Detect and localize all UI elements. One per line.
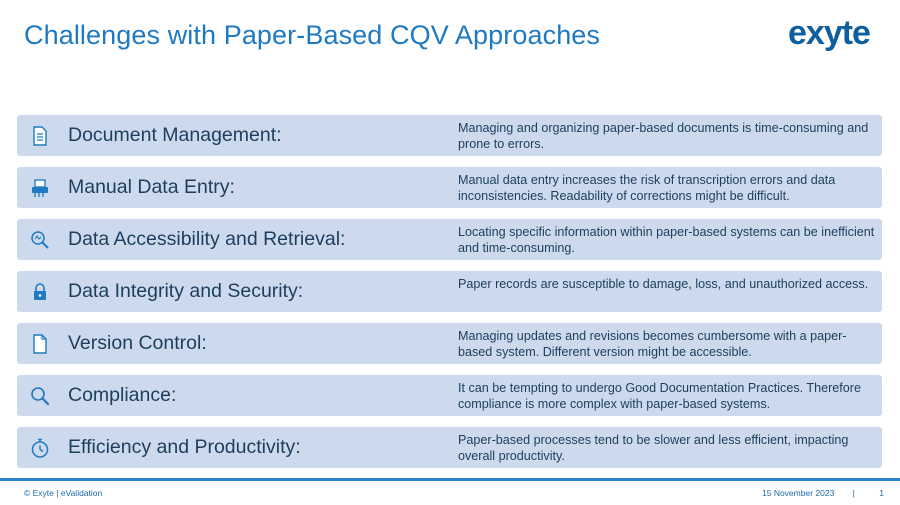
challenge-label: Data Integrity and Security: xyxy=(68,280,304,302)
file-icon xyxy=(29,333,51,355)
challenge-description: Paper records are susceptible to damage, loss, and unauthorized access. xyxy=(458,277,869,291)
challenge-label: Version Control: xyxy=(68,332,207,354)
challenge-row-document-management xyxy=(17,115,882,156)
challenge-description: Managing updates and revisions becomes cumbersome with a paper-based system. Different version might be accessible. xyxy=(458,329,847,359)
challenge-label: Manual Data Entry: xyxy=(68,176,235,198)
challenge-description: Managing and organizing paper-based documents is time-consuming and prone to errors. xyxy=(458,121,869,151)
footer-copyright: © Exyte | eValidation xyxy=(24,488,103,498)
challenge-row-efficiency xyxy=(17,427,882,468)
challenge-row-data-accessibility xyxy=(17,219,882,260)
challenge-row-data-integrity xyxy=(17,271,882,312)
challenge-row-compliance xyxy=(17,375,882,416)
challenge-row-manual-data-entry xyxy=(17,167,882,208)
challenge-description: It can be tempting to undergo Good Documentation Practices. Therefore compliance is more complex with paper-based systems. xyxy=(458,381,861,411)
challenge-label: Document Management: xyxy=(68,124,282,146)
page-number: 1 xyxy=(879,488,884,498)
challenge-label: Data Accessibility and Retrieval: xyxy=(68,228,346,250)
challenge-label: Compliance: xyxy=(68,384,177,406)
challenge-description: Paper-based processes tend to be slower and less efficient, impacting overall productivity. xyxy=(458,433,849,463)
exyte-logo: exyte xyxy=(788,14,870,52)
challenge-label: Efficiency and Productivity: xyxy=(68,436,301,458)
footer-meta xyxy=(762,488,884,498)
slide-title: Challenges with Paper-Based CQV Approaches xyxy=(24,20,601,50)
magnifier-icon xyxy=(29,385,51,407)
footer-divider xyxy=(0,478,900,481)
challenge-description: Locating specific information within paper-based systems can be inefficient and time-consuming. xyxy=(458,225,875,255)
footer-date: 15 November 2023 xyxy=(762,488,835,498)
challenge-row-version-control xyxy=(17,323,882,364)
challenge-description: Manual data entry increases the risk of transcription errors and data inconsistencies. Readability of corrections might be difficult. xyxy=(458,173,836,203)
footer-separator: | xyxy=(852,488,855,498)
lock-icon xyxy=(29,281,51,303)
stopwatch-icon xyxy=(29,437,51,459)
document-icon xyxy=(29,125,51,147)
search-data-icon xyxy=(29,229,51,251)
data-entry-icon xyxy=(29,177,51,199)
